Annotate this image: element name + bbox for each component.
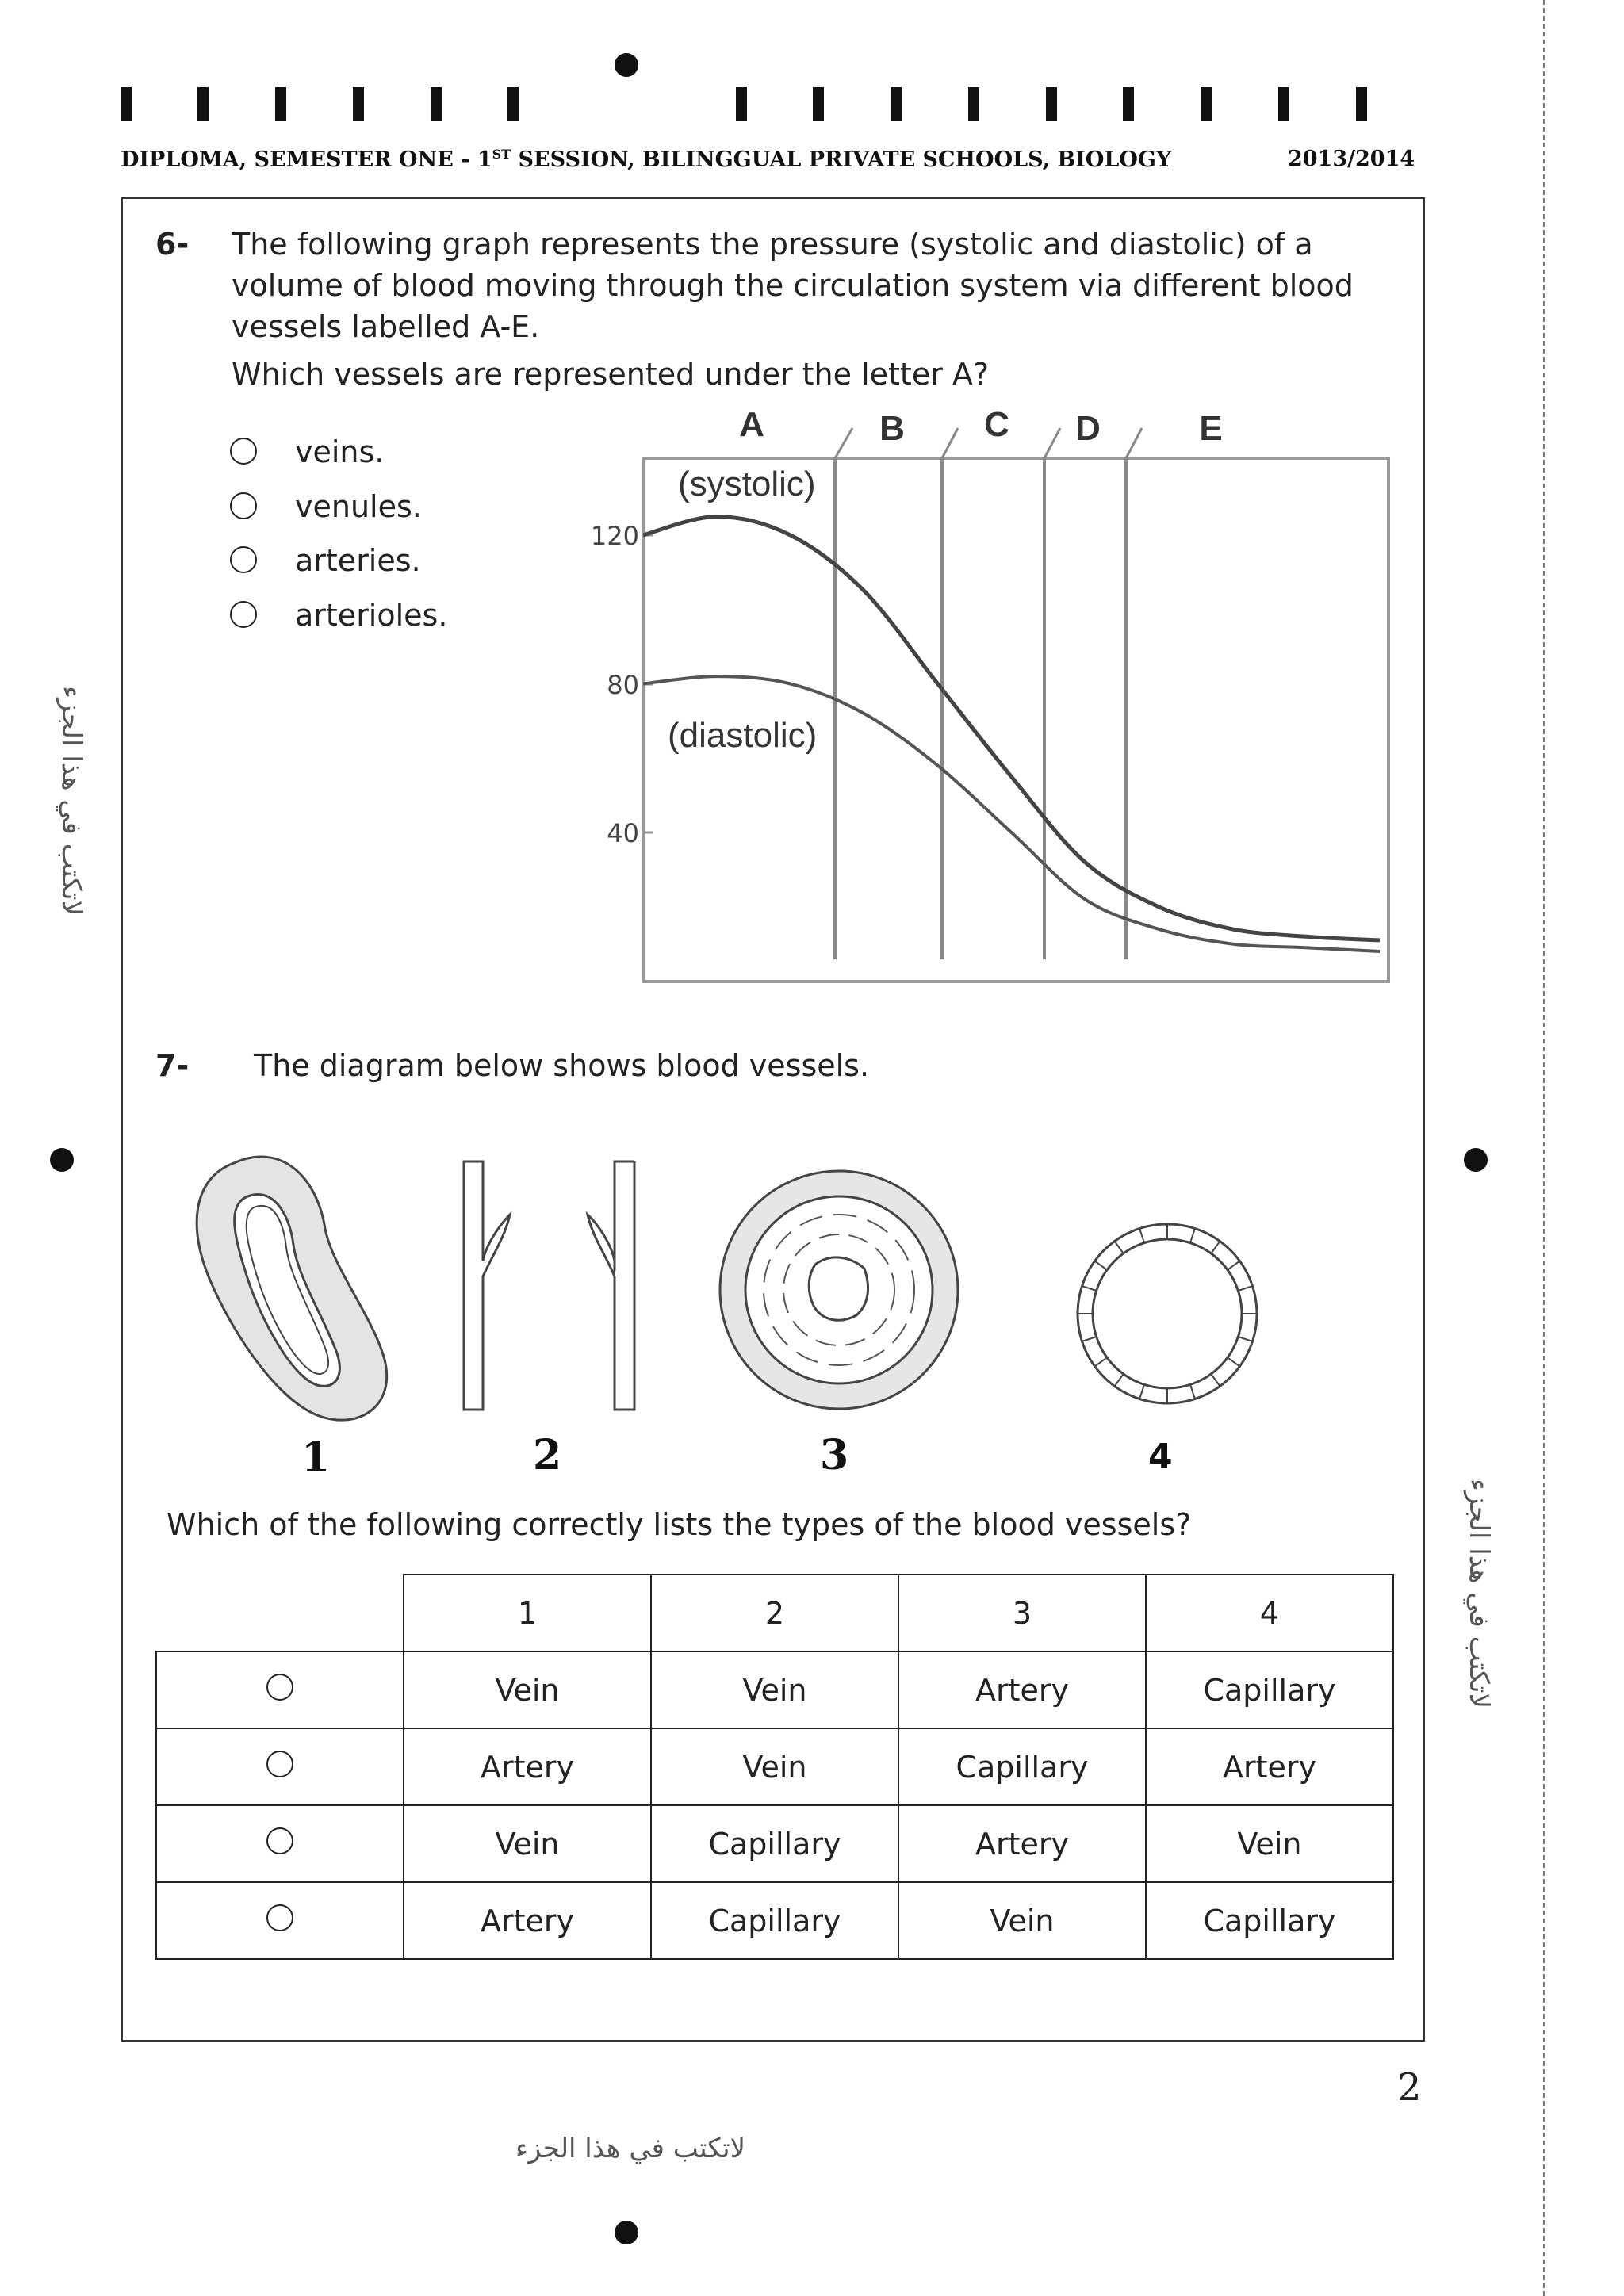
- registration-dot: [50, 1148, 74, 1172]
- vessel-2-right-wall-base: [615, 1161, 634, 1410]
- table-cell: Vein: [651, 1728, 898, 1805]
- table-row[interactable]: [156, 1728, 1393, 1805]
- question-6-text: [232, 224, 1389, 395]
- margin-note-left: لاتكتب في هذا الجزء: [56, 685, 87, 916]
- region-label-e: E: [1199, 409, 1223, 448]
- registration-mark: [1046, 87, 1057, 121]
- question-6-number: 6-: [155, 227, 190, 262]
- question-6-line-2: volume of blood moving through the circulation system via different blood: [232, 268, 1354, 303]
- vessel-label-1: 1: [301, 1433, 331, 1482]
- table-radio-cell[interactable]: [156, 1728, 404, 1805]
- registration-mark: [1278, 87, 1289, 121]
- table-radio-cell[interactable]: [156, 1882, 404, 1959]
- option-label: arteries.: [295, 543, 421, 578]
- table-cell: Artery: [898, 1805, 1146, 1882]
- header-title-sup: ST: [492, 147, 511, 162]
- vessel-2-left-wall: [464, 1161, 510, 1410]
- registration-dot: [615, 53, 638, 77]
- question-7-text: The diagram below shows blood vessels.: [254, 1048, 870, 1083]
- registration-mark: [736, 87, 747, 121]
- table-cell: Vein: [651, 1651, 898, 1728]
- systolic-label: (systolic): [678, 465, 816, 503]
- y-tick-label-80: 80: [607, 670, 639, 700]
- vessel-label-3: 3: [820, 1431, 849, 1479]
- table-cell: Capillary: [898, 1728, 1146, 1805]
- divider-b-c-slash: [942, 428, 958, 458]
- table-header-cell: 1: [404, 1575, 651, 1651]
- blood-pressure-chart: [579, 408, 1396, 991]
- registration-mark: [197, 87, 209, 121]
- vessel-4-figure: [1074, 1221, 1265, 1411]
- radio-button[interactable]: [230, 601, 257, 628]
- exam-header: [121, 147, 1171, 172]
- registration-mark: [121, 87, 132, 121]
- registration-mark: [1356, 87, 1367, 121]
- diastolic-label: (diastolic): [668, 716, 818, 755]
- registration-mark: [968, 87, 979, 121]
- table-corner: [156, 1575, 404, 1651]
- margin-note-right: لاتكتب في هذا الجزء: [1463, 1478, 1495, 1709]
- vessel-2-figure: [456, 1158, 646, 1419]
- registration-dot: [1464, 1148, 1488, 1172]
- divider-d-e-slash: [1126, 428, 1142, 458]
- option-label: venules.: [295, 489, 422, 524]
- radio-button[interactable]: [230, 546, 257, 573]
- registration-mark: [275, 87, 286, 121]
- table-cell: Artery: [898, 1651, 1146, 1728]
- table-cell: Artery: [404, 1882, 651, 1959]
- vessel-3-figure: [712, 1146, 966, 1431]
- vessel-label-2: 2: [533, 1431, 562, 1479]
- table-header-cell: 4: [1146, 1575, 1393, 1651]
- table-cell: Capillary: [1146, 1882, 1393, 1959]
- option-label: veins.: [295, 434, 385, 469]
- radio-button[interactable]: [266, 1674, 293, 1701]
- divider-a-b-slash: [835, 428, 852, 458]
- table-cell: Vein: [1146, 1805, 1393, 1882]
- question-7-number: 7-: [155, 1048, 190, 1083]
- vessel-3-lumen: [809, 1257, 868, 1320]
- table-row[interactable]: [156, 1805, 1393, 1882]
- radio-button[interactable]: [230, 492, 257, 519]
- option-label: arterioles.: [295, 598, 448, 633]
- exam-year: 2013/2014: [1288, 147, 1415, 171]
- y-tick-label-120: 120: [590, 521, 639, 551]
- cut-line: [1543, 0, 1545, 2296]
- page-number: 2: [1397, 2065, 1422, 2110]
- table-cell: Capillary: [651, 1882, 898, 1959]
- table-header-row: [156, 1575, 1393, 1651]
- region-label-b: B: [879, 409, 905, 448]
- margin-note-bottom: لاتكتب في هذا الجزء: [515, 2133, 746, 2164]
- registration-dot: [615, 2221, 638, 2244]
- vessel-label-4: 4: [1148, 1437, 1173, 1477]
- table-header-cell: 2: [651, 1575, 898, 1651]
- question-7-prompt: Which of the following correctly lists the types of the blood vessels?: [167, 1507, 1192, 1542]
- registration-mark: [891, 87, 902, 121]
- table-row[interactable]: [156, 1882, 1393, 1959]
- header-title-post: SESSION, BILINGGUAL PRIVATE SCHOOLS, BIOLOGY: [511, 147, 1172, 172]
- table-radio-cell[interactable]: [156, 1651, 404, 1728]
- registration-mark: [813, 87, 824, 121]
- table-cell: Capillary: [1146, 1651, 1393, 1728]
- table-cell: Capillary: [651, 1805, 898, 1882]
- registration-mark: [431, 87, 442, 121]
- table-cell: Vein: [404, 1651, 651, 1728]
- table-radio-cell[interactable]: [156, 1805, 404, 1882]
- table-cell: Vein: [898, 1882, 1146, 1959]
- table-cell: Artery: [404, 1728, 651, 1805]
- question-6-prompt: Which vessels are represented under the letter A?: [232, 357, 990, 392]
- table-row[interactable]: [156, 1651, 1393, 1728]
- table-cell: Artery: [1146, 1728, 1393, 1805]
- question-6-line-3: vessels labelled A-E.: [232, 309, 540, 344]
- vessel-4-lumen: [1093, 1239, 1242, 1388]
- divider-c-d-slash: [1044, 428, 1060, 458]
- radio-button[interactable]: [266, 1751, 293, 1777]
- region-label-c: C: [984, 408, 1009, 444]
- vessel-1-figure: [178, 1146, 400, 1435]
- table-cell: Vein: [404, 1805, 651, 1882]
- header-title-pre: DIPLOMA, SEMESTER ONE - 1: [121, 147, 492, 172]
- radio-button[interactable]: [266, 1827, 293, 1854]
- registration-mark: [353, 87, 364, 121]
- region-label-d: D: [1075, 409, 1101, 448]
- table-header-cell: 3: [898, 1575, 1146, 1651]
- answer-table: [155, 1574, 1394, 1960]
- registration-mark: [508, 87, 519, 121]
- y-tick-label-40: 40: [607, 818, 639, 848]
- radio-button[interactable]: [266, 1904, 293, 1931]
- region-label-a: A: [739, 408, 764, 444]
- registration-mark: [1201, 87, 1212, 121]
- registration-mark: [1123, 87, 1134, 121]
- radio-button[interactable]: [230, 438, 257, 465]
- question-6-line-1: The following graph represents the pressure (systolic and diastolic) of a: [232, 227, 1313, 262]
